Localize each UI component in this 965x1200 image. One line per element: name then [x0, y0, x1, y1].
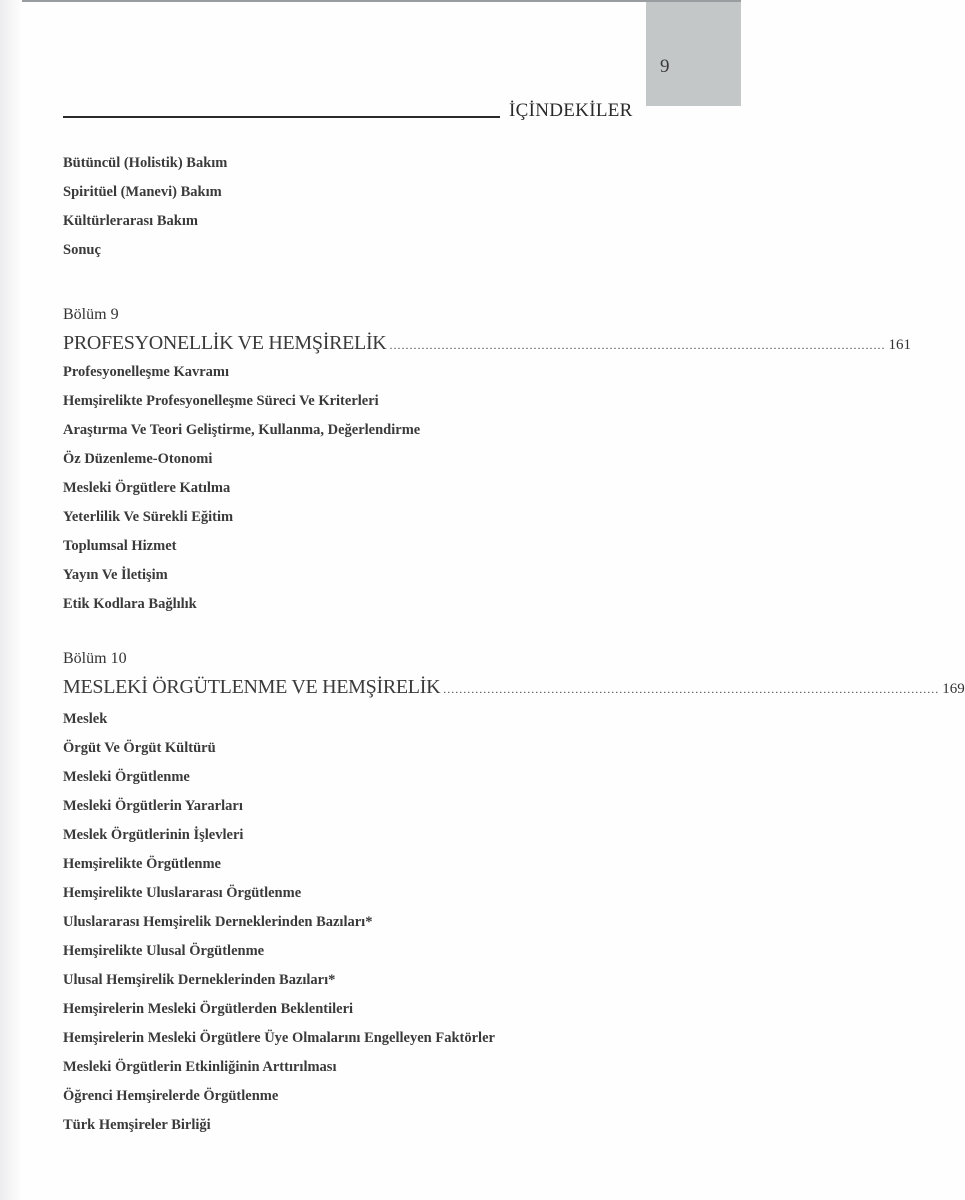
toc-item[interactable]: Toplumsal Hizmet	[63, 538, 177, 554]
page-binding-shadow	[0, 0, 22, 1200]
toc-item[interactable]: Mesleki Örgütlerin Etkinliğinin Arttırılması	[63, 1059, 337, 1075]
dot-leader: ............................................................................................................................	[389, 338, 886, 352]
toc-item[interactable]: Türk Hemşireler Birliği	[63, 1117, 211, 1133]
toc-item[interactable]: Mesleki Örgütlerin Yararları	[63, 798, 243, 814]
toc-item[interactable]: Kültürlerarası Bakım	[63, 213, 198, 229]
toc-item[interactable]: Ulusal Hemşirelik Derneklerinden Bazıları*	[63, 972, 336, 988]
dot-leader: ............................................................................................................................	[443, 682, 940, 696]
toc-item[interactable]: Hemşirelikte Ulusal Örgütlenme	[63, 943, 265, 959]
toc-item[interactable]: Hemşirelikte Profesyonelleşme Süreci Ve Kriterleri	[63, 393, 379, 409]
chapter-label: Bölüm 9	[63, 306, 119, 323]
chapter-page-number: 161	[888, 337, 911, 353]
toc-item[interactable]: Meslek Örgütlerinin İşlevleri	[63, 827, 244, 843]
toc-item[interactable]: Meslek	[63, 711, 108, 727]
chapter-label: Bölüm 10	[63, 650, 127, 667]
page-number-tab	[646, 2, 741, 106]
chapter-title: PROFESYONELLİK VE HEMŞİRELİK	[63, 332, 387, 354]
toc-item[interactable]: Profesyonelleşme Kavramı	[63, 364, 230, 380]
toc-item[interactable]: Spiritüel (Manevi) Bakım	[63, 184, 222, 200]
toc-item[interactable]: Öğrenci Hemşirelerde Örgütlenme	[63, 1088, 279, 1104]
toc-item[interactable]: Hemşirelikte Uluslararası Örgütlenme	[63, 885, 302, 901]
toc-item[interactable]: Mesleki Örgütlere Katılma	[63, 480, 231, 496]
toc-item[interactable]: Yayın Ve İletişim	[63, 567, 168, 583]
toc-item[interactable]: Uluslararası Hemşirelik Derneklerinden Bazıları*	[63, 914, 373, 930]
toc-item[interactable]: Hemşirelikte Örgütlenme	[63, 856, 221, 872]
chapter-title-row[interactable]	[63, 676, 965, 699]
toc-item[interactable]: Örgüt Ve Örgüt Kültürü	[63, 740, 216, 756]
header-rule	[63, 116, 500, 118]
toc-item[interactable]: Sonuç	[63, 242, 101, 258]
toc-item[interactable]: Öz Düzenleme-Otonomi	[63, 451, 213, 467]
toc-item[interactable]: Hemşirelerin Mesleki Örgütlerden Beklentileri	[63, 1001, 354, 1017]
chapter-title-row[interactable]	[63, 332, 911, 355]
toc-item[interactable]: Mesleki Örgütlenme	[63, 769, 190, 785]
toc-item[interactable]: Bütüncül (Holistik) Bakım	[63, 155, 228, 171]
toc-item[interactable]: Araştırma Ve Teori Geliştirme, Kullanma, Değerlendirme	[63, 422, 421, 438]
toc-item[interactable]: Hemşirelerin Mesleki Örgütlere Üye Olmalarını Engelleyen Faktörler	[63, 1030, 495, 1046]
header-title: İÇİNDEKİLER	[509, 100, 633, 121]
toc-item[interactable]: Etik Kodlara Bağlılık	[63, 596, 197, 612]
page-number: 9	[660, 56, 670, 77]
page-top-edge	[0, 0, 741, 2]
chapter-title: MESLEKİ ÖRGÜTLENME VE HEMŞİRELİK	[63, 676, 441, 698]
chapter-page-number: 169	[942, 681, 965, 697]
toc-item[interactable]: Yeterlilik Ve Sürekli Eğitim	[63, 509, 234, 525]
